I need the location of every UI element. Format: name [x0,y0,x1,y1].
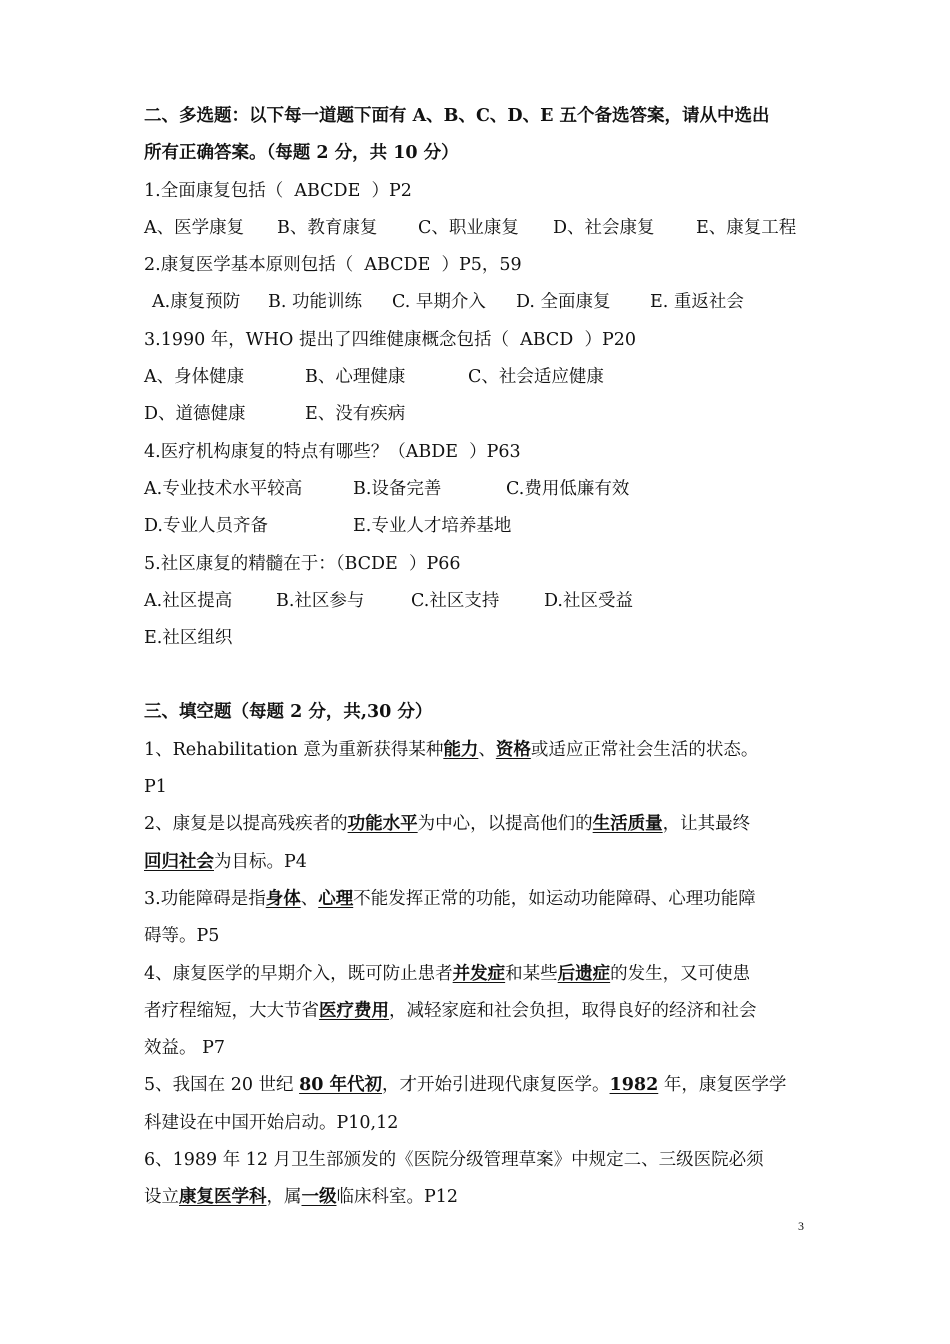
text: 、 [300,888,319,909]
text: 或适应正常社会生活的状态。 [530,739,759,760]
fill-q4-line3: 效益。 P7 [144,1038,225,1059]
text: 为目标。P4 [214,851,307,872]
answer-blank: 回归社会 [144,851,214,872]
option: B.社区参与 [276,590,365,611]
fill-q6-line2 [144,1179,824,1216]
section-gap [144,657,824,694]
option: A.康复预防 [152,292,241,313]
answer-blank: 功能水平 [347,814,418,835]
text: 不能发挥正常的功能，如运动功能障碍、心理功能障 [353,888,756,909]
option: A、医学康复 [144,217,245,238]
answer-blank: 身体 [265,888,301,909]
fill-q4-line1 [144,956,824,993]
text: 年，康复医学学 [658,1075,787,1096]
text: 设立 [144,1187,179,1208]
option: C. 早期介入 [392,292,486,313]
option: D、道德健康 [144,404,246,425]
answer-blank: 并发症 [452,963,506,984]
answer-blank: 生活质量 [592,814,663,835]
text: 、 [478,739,496,760]
text: 的发生，又可使患 [610,963,751,984]
answer-blank: 后遗症 [557,963,611,984]
text: ，才开始引进现代康复医学。 [382,1075,610,1096]
answer-blank: 能力 [443,739,479,760]
answer-blank: 1982 [609,1075,659,1096]
option: A.专业技术水平较高 [144,478,303,499]
fill-q1-line2: P1 [144,777,167,798]
option: D.社区受益 [544,590,633,611]
answer-blank: 资格 [495,739,531,760]
fill-q1-line1 [144,732,824,769]
question-4-stem: 4.医疗机构康复的特点有哪些？（ABDE ）P63 [144,441,521,462]
question-1-options [144,210,824,247]
text: 临床科室。P12 [336,1187,459,1208]
text: 3.功能障碍是指 [144,888,266,909]
question-3-options-row1 [144,359,824,396]
option: E、没有疾病 [305,404,406,425]
text: 4、康复医学的早期介入，既可防止患者 [144,963,453,984]
section-2-title-cont: 所有正确答案。（每题 2 分，共 10 分） [144,143,459,164]
page-number: 3 [798,1219,804,1233]
question-1-stem: 1.全面康复包括（ ABCDE ）P2 [144,180,412,201]
option: D.专业人员齐备 [144,516,268,537]
fill-q2-line1 [144,806,824,843]
question-5-options-row2: E.社区组织 [144,628,233,649]
option: D、社会康复 [553,217,655,238]
option: E.专业人才培养基地 [353,516,512,537]
question-2-stem: 2.康复医学基本原则包括（ ABCDE ）P5，59 [144,255,522,276]
section-2-title: 二、多选题：以下每一道题下面有 A、B、C、D、E 五个备选答案，请从中选出 [144,106,770,126]
fill-q2-line2 [144,844,824,881]
document-page [144,98,824,1217]
option: E. 重返社会 [650,292,744,313]
fill-q3-line2: 碍等。P5 [144,926,220,947]
answer-blank: 一级 [301,1187,337,1208]
fill-q5-line1 [144,1067,824,1104]
fill-q4-line2 [144,993,824,1030]
answer-blank: 康复医学科 [179,1187,267,1208]
option: B、教育康复 [277,217,378,238]
section-3-title: 三、填空题（每题 2 分，共,30 分） [144,702,433,723]
text: ，属 [266,1187,302,1208]
text: 2、康复是以提高残疾者的 [144,814,348,835]
text: 者疗程缩短，大大节省 [144,1000,319,1021]
option: A.社区提高 [144,590,233,611]
option: E、康复工程 [696,217,797,238]
option: C、社会适应健康 [468,367,604,388]
question-3-options-row2 [144,396,824,433]
option: A、身体健康 [144,367,245,388]
fill-q3-line1 [144,881,824,918]
answer-blank: 医疗费用 [319,1000,389,1021]
option: C、职业康复 [418,217,519,238]
question-2-options [144,284,824,321]
text: 和某些 [505,963,558,984]
text: 1、Rehabilitation 意为重新获得某种 [144,739,444,760]
option: C.费用低廉有效 [506,478,630,499]
question-4-options-row1 [144,471,824,508]
text: 为中心，以提高他们的 [417,814,593,835]
option: B、心理健康 [305,367,406,388]
question-3-stem: 3.1990 年，WHO 提出了四维健康概念包括（ ABCD ）P20 [144,329,636,350]
option: D. 全面康复 [516,292,611,313]
answer-blank: 心理 [318,888,354,909]
fill-q6-line1: 6、1989 年 12 月卫生部颁发的《医院分级管理草案》中规定二、三级医院必须 [144,1150,764,1171]
text: 5、我国在 20 世纪 [144,1075,300,1096]
text: ，让其最终 [662,814,751,835]
text: ，减轻家庭和社会负担，取得良好的经济和社会 [389,1000,757,1021]
question-4-options-row2 [144,508,824,545]
option: B.设备完善 [353,478,442,499]
fill-q5-line2: 科建设在中国开始启动。P10,12 [144,1112,399,1133]
answer-blank: 80 年代初 [299,1075,383,1096]
option: C.社区支持 [411,590,500,611]
question-5-stem: 5.社区康复的精髓在于：（BCDE ）P66 [144,553,461,574]
question-5-options-row1 [144,583,824,620]
option: B. 功能训练 [268,292,362,313]
